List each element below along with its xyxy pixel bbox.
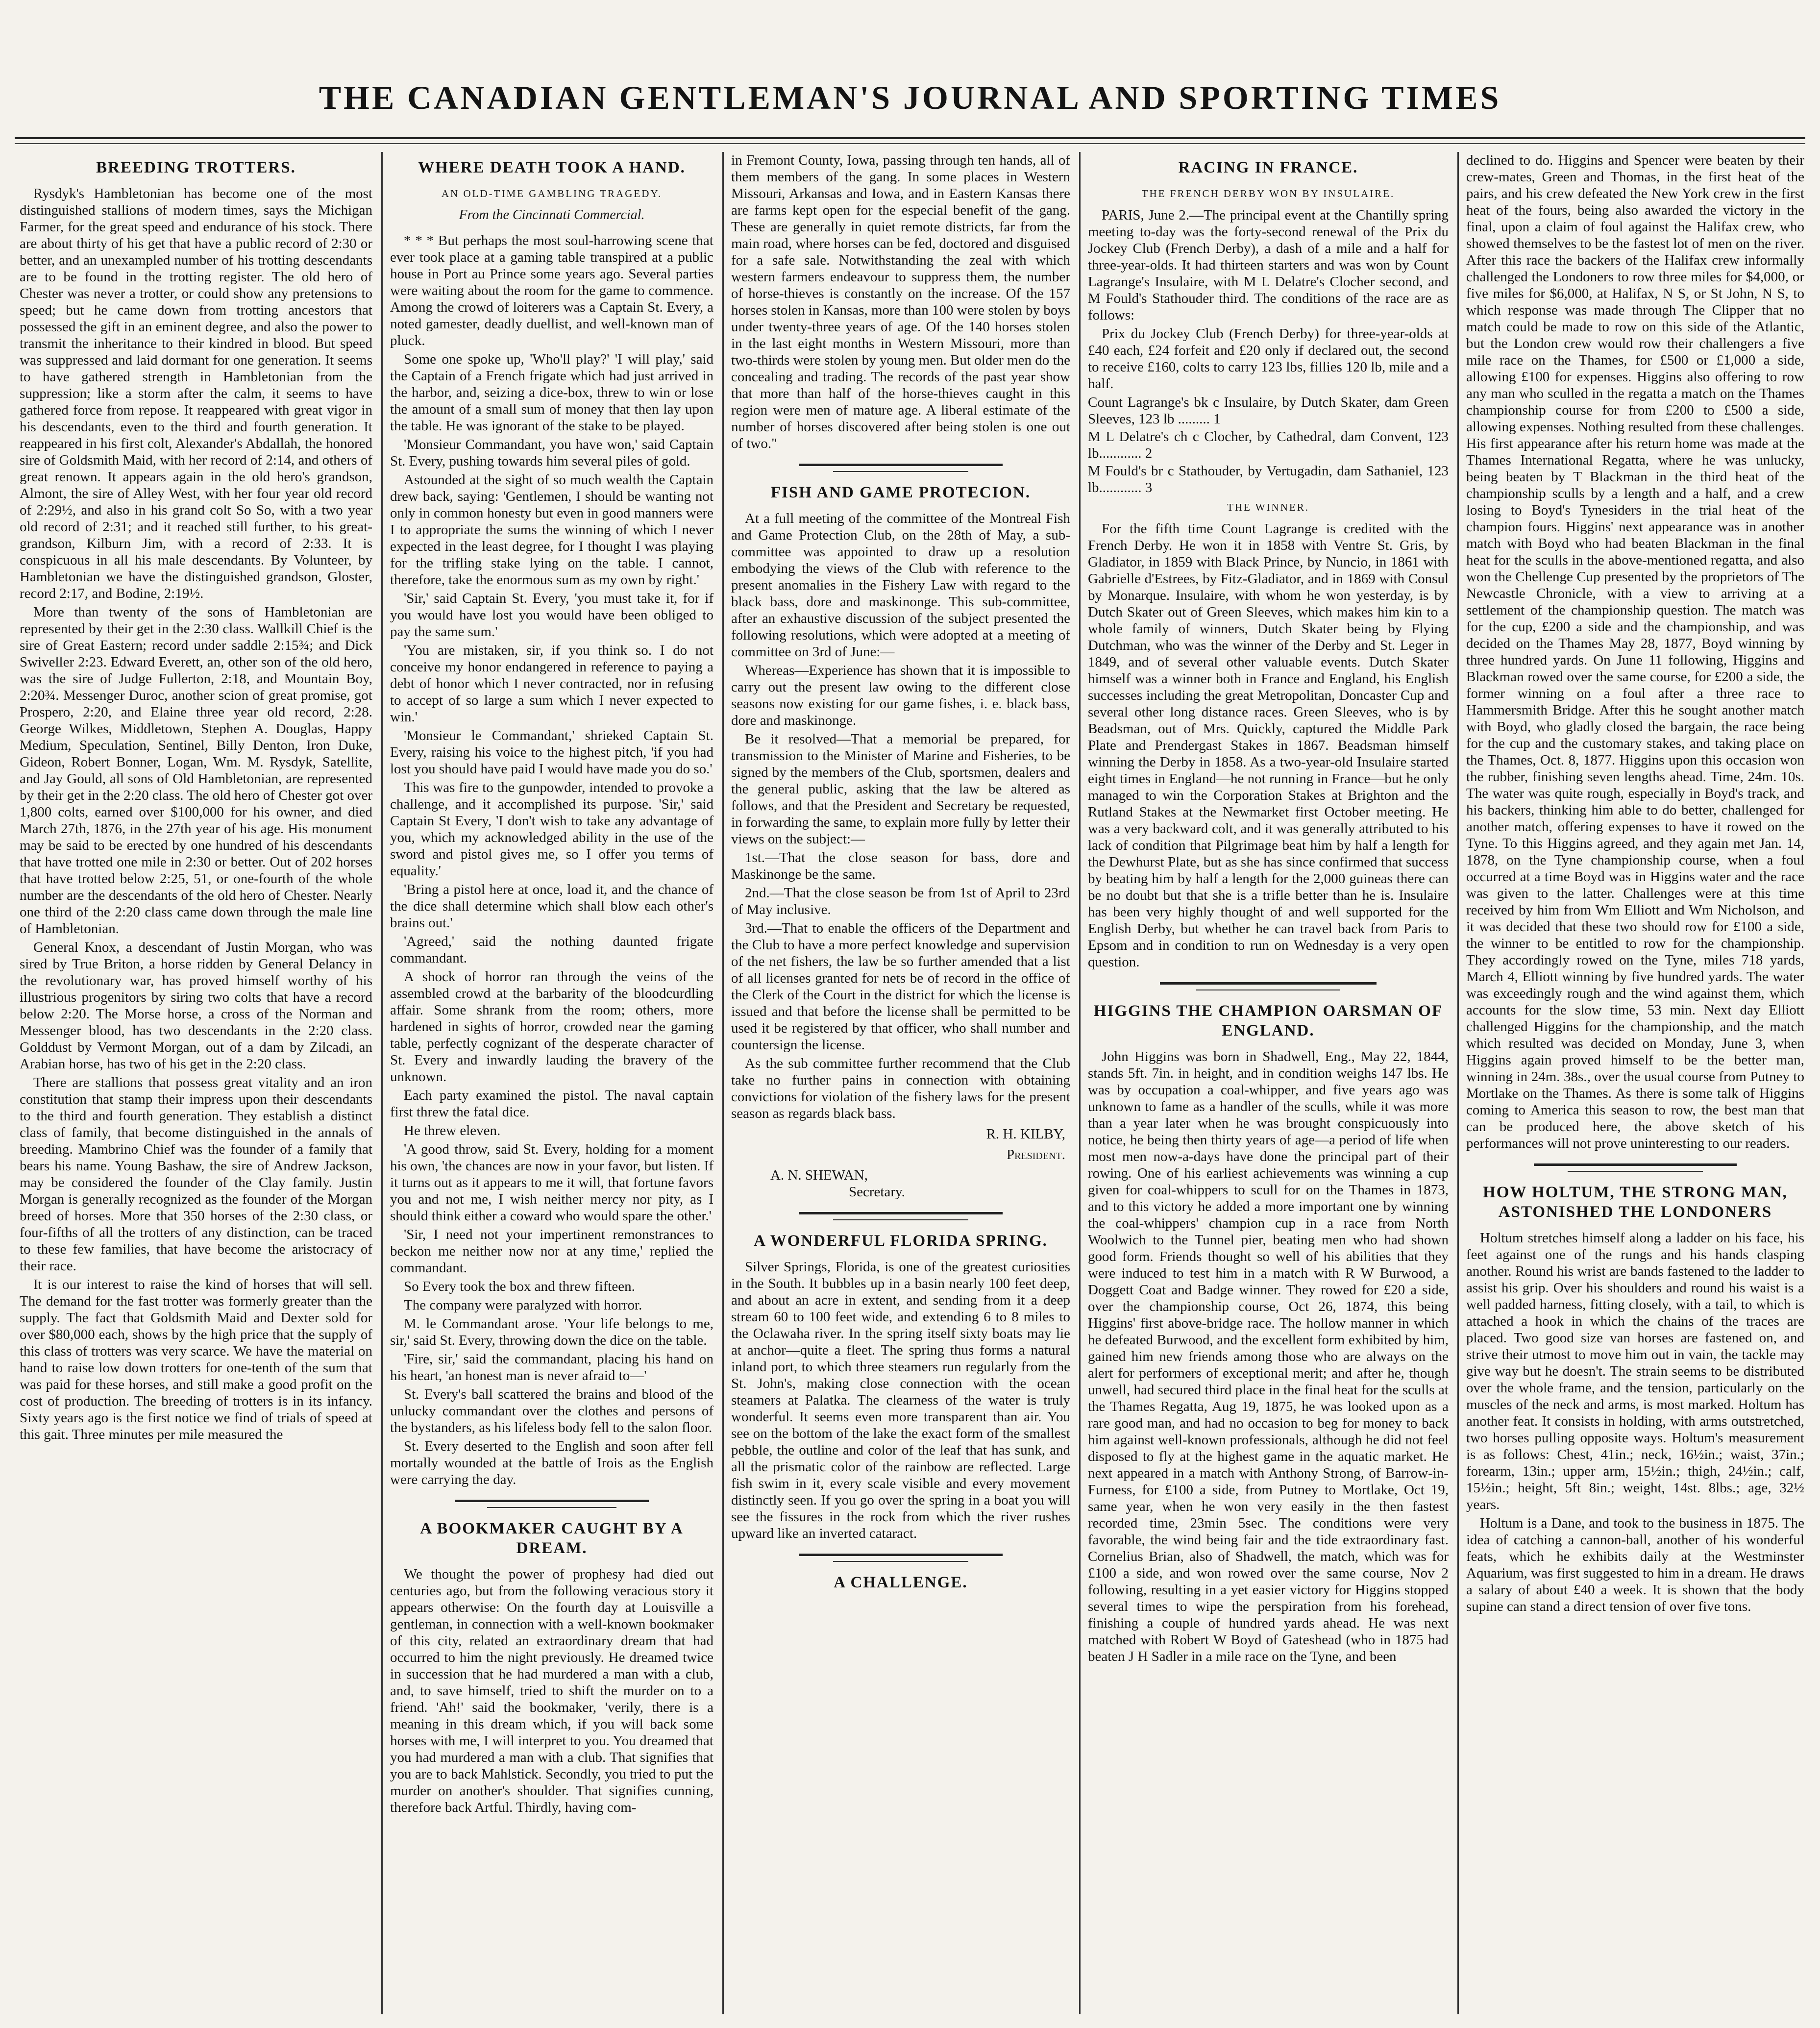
section-divider [455, 1500, 649, 1502]
race-result: M Fould's br c Stathouder, by Vertugadin, dam Sathaniel, 123 lb............ 3 [1088, 463, 1449, 495]
paragraph: 'Sir,' said Captain St. Every, 'you must take it, for if you would have lost you would have been obliged to pay the same sum.' [390, 591, 713, 640]
race-result: Count Lagrange's bk c Insulaire, by Dutch Skater, dam Green Sleeves, 123 lb ......... 1 [1088, 395, 1449, 427]
paragraph: 1st.—That the close season for bass, dore and Maskinonge be the same. [731, 850, 1070, 882]
paragraph: in Fremont County, Iowa, passing through ten hands, all of them members of the gang. In some places in Western Missouri, Arkansas and Iowa, and in Eastern Kansas there are farms kept open for the especial benefit of the gang. These are generally in quiet remote districts, far from the main road, where horses can be fed, doctored and disguised for a safe sale. Notwithstanding the zeal with which western farmers endeavour to suppress them, the number of horse-thieves is constantly on the increase. Of the 157 horses stolen in Kansas, more than 100 were stolen by boys under twenty-three years of age. Of the 140 horses stolen in the last eight months in Western Missouri, more than two-thirds were stolen by young men. But older men do the concealing and trading. The records of the past year show that more than half of the horse-thieves caught in this region were men of mature age. A liberal estimate of the number of horses discovered after being stolen is one out of two." [731, 152, 1070, 451]
column-rule [1457, 152, 1459, 2014]
section-divider-thin [833, 1219, 969, 1220]
article-title: FISH AND GAME PROTECION. [770, 484, 1031, 501]
paragraph: Be it resolved—That a memorial be prepared, for transmission to the Minister of Marine and Fisheries, to be signed by the members of the Club, sportsmen, dealers and the general public, asking that the law be altered as follows, and that the President and Secretary be requested, in forwarding the same, to explain more fully by letter their views on the subject:— [731, 731, 1070, 847]
signature-name: A. N. SHEWAN, [770, 1167, 868, 1183]
section-divider [799, 464, 1002, 466]
paragraph: A shock of horror ran through the veins of the assembled crowd at the barbarity of the bloodcurdling affair. Some shrank from the room; others, more hardened in sights of horror, crowded near the gaming table, perfectly cognizant of the desperate character of St. Every and inwardly lauding the bravery of the unknown. [390, 969, 713, 1085]
paragraph: M. le Commandant arose. 'Your life belongs to me, sir,' said St. Every, throwing down the dice on the table. [390, 1316, 713, 1348]
section-divider-thin [833, 471, 969, 472]
column-3 [731, 152, 1070, 2014]
paragraph: Holtum stretches himself along a ladder on his face, his feet against one of the rungs and his hands clasping another. Round his wrist are bands fastened to the ladder to assist his grip. Over his shoulders and round his waist is a well padded harness, fitting closely, with a tail, to which is attached a hook in which the chains of the traces are placed. Two good size van horses are fastened on, and strive their utmost to move him out in vain, the tackle may give way but he doesn't. The strain seems to be distributed over the whole frame, and the tension, particularly on the muscles of the neck and arms, is most marked. Holtum has another feat. It consists in holding, with arms outstretched, two horses pulling opposite ways. Holtum's measurement is as follows: Chest, 41in.; neck, 16½in.; waist, 37in.; forearm, 13in.; upper arm, 15½in.; thigh, 24½in.; calf, 15½in.; height, 5ft 8in.; weight, 14st. 8lbs.; age, 32½ years. [1466, 1230, 1804, 1512]
paragraph: Some one spoke up, 'Who'll play?' 'I will play,' said the Captain of a French frigate which had just arrived in the harbor, and, seizing a dice-box, threw to win or lose the amount of a small sum of money that then lay upon the table. He was ignorant of the stake to be played. [390, 351, 713, 434]
section-divider [799, 1554, 1002, 1556]
paragraph: Prix du Jockey Club (French Derby) for three-year-olds at £40 each, £24 forfeit and £20 only if declared out, the second to receive £160, colts to carry 123 lbs, fillies 120 lb, mile and a half. [1088, 326, 1449, 392]
paragraph: 'You are mistaken, sir, if you think so. I do not conceive my honor endangered in reference to paying a debt of honor which I never contracted, nor in refusing to accept of so large a sum which I never expected to win.' [390, 643, 713, 725]
article-title: A WONDERFUL FLORIDA SPRING. [754, 1232, 1048, 1250]
paragraph: 'Monsieur le Commandant,' shrieked Captain St. Every, raising his voice to the highest pitch, 'if you had lost you should have paid I would have made you do so.' [390, 728, 713, 777]
paragraph: St. Every deserted to the English and soon after fell mortally wounded at the battle of Irois as the English were carrying the day. [390, 1438, 713, 1487]
paragraph: Whereas—Experience has shown that it is impossible to carry out the present law owing to the different close seasons now existing for our game fishes, i. e. black bass, dore and maskinonge. [731, 663, 1070, 728]
paragraph: Each party examined the pistol. The naval captain first threw the fatal dice. [390, 1088, 713, 1120]
paragraph: 'A good throw, said St. Every, holding for a moment his own, 'the chances are now in your favor, but listen. If it turns out as it appears to me it will, that fortune favors you and not me, I wish neither mercy nor pity, as I should think either a coward who would spare the other.' [390, 1141, 713, 1224]
section-subhead: THE WINNER. [1227, 501, 1309, 513]
column-rule [1079, 152, 1081, 2014]
paragraph: There are stallions that possess great vitality and an iron constitution that stamp their impress upon their descendants to the third and fourth generation. They establish a distinct class of family, that become distinguished in the annals of breeding. Mambrino Chief was the founder of a family that bears his name. Young Bashaw, the sire of Andrew Jackson, may be considered the founder of the Clay family. Justin Morgan is generally recognized as the founder of the Morgan breed of horses. More that 350 horses of the 2:30 class, or four-fifths of all the trotters of any distinction, can be traced to these few families, that have become the aristocracy of their race. [20, 1075, 372, 1274]
signature-name: R. H. KILBY, [986, 1126, 1065, 1142]
paragraph: For the fifth time Count Lagrange is credited with the French Derby. He won it in 1858 with Ventre St. Gris, by Gladiator, in 1859 with Black Prince, by Nuncio, in 1861 with Gabrielle d'Estrees, by Fitz-Gladiator, and in 1869 with Consul by Monarque. Insulaire, with whom he won yesterday, is by Dutch Skater out of Green Sleeves, which makes him kin to a whole family of winners, Dutch Skater being by Flying Dutchman, who was the winner of the Derby and St. Leger in 1849, and of several other valuable events. Dutch Skater himself was a winner both in France and England, his English successes including the great Metropolitan, Doncaster Cup and several other long distance races. Green Sleeves, who is by Beadsman, out of Mrs. Quickly, captured the Middle Park Plate and Prendergast Stakes in 1867. Beadsman himself winning the Derby in 1858. As a two-year-old Insulaire started eight times in England—he not running in France—but he only managed to win the Corporation Stakes at Brighton and the Rutland Stakes at the Newmarket first October meeting. He was a very backward colt, and it was generally attributed to his lack of condition that Pilgrimage beat him by half a length for the Dewhurst Plate, but as she has since confirmed that success by beating him by half a length for the 2,000 guineas there can be no doubt but that she is a trifle better than he is. Insulaire has been very highly thought of and well supported for the English Derby, but whether he can travel back from Paris to Epsom and in condition to run on Wednesday is a very open question. [1088, 521, 1449, 970]
section-divider [1160, 982, 1377, 985]
article-title: RACING IN FRANCE. [1178, 159, 1358, 176]
section-divider-thin [487, 1507, 616, 1508]
paragraph: St. Every's ball scattered the brains and blood of the unlucky commandant over the clothes and persons of the bystanders, as his lifeless body fell to the salon floor. [390, 1386, 713, 1435]
paragraph: This was fire to the gunpowder, intended to provoke a challenge, and it accomplished its purpose. 'Sir,' said Captain St Every, 'I don't wish to take any advantage of you, which my acknowledged ability in the use of the sword and pistol gives me, so I offer you terms of equality.' [390, 780, 713, 879]
section-divider-thin [833, 1561, 969, 1562]
article-source: From the Cincinnati Commercial. [459, 207, 645, 223]
paragraph: John Higgins was born in Shadwell, Eng., May 22, 1844, stands 5ft. 7in. in height, and in condition weighs 147 lbs. He was by occupation a coal-whipper, and five years ago was unknown to fame as a handler of the sculls, while it was more than a year later when he was brought conspicuously into notice, he being then thirty years of age—a period of life when most men now-a-days have done the principal part of their rowing. One of his earliest achievements was winning a cup given for coal-whippers to scull for on the Thames in 1873, and to this victory he added a more important one by winning the coal-whippers' champion cup in a race from North Woolwich to the Tunnel pier, beating men who had shown good form. Friends thought so well of his abilities that they were induced to test him in a match with R W Burwood, a Doggett Coat and Badge winner. They rowed for £20 a side, over the championship course, Oct 26, 1874, this being Higgins' first above-bridge race. The hollow manner in which he defeated Burwood, and the excellent form exhibited by him, gained him new friends among those who are always on the alert for performers of exceptional merit; and after he, though unwell, had secured third place in the final heat for the sculls at the Thames Regatta, Aug 19, 1875, he was looked upon as a rare good man, and had no occasion to beg for money to back him against well-known professionals, although he did not feel disposed to fly at the highest game in the aquatic market. He next appeared in a match with Anthony Strong, of Barrow-in-Furness, for £100 a side, from Putney to Mortlake, Oct 19, same year, when he won very easily in the then fastest recorded time, 23min 5sec. The conditions were very favorable, the wind being fair and the tide extraordinary fast. Cornelius Brian, also of Shadwell, the match, which was for £100 a side, and won rowed over the same course, Nov 2 following, resulting in a yet easier victory for Higgins stopped several times to wipe the perspiration from his forehead, finishing a couple of hundred yards ahead. He was next matched with Robert W Boyd of Gateshead (who in 1875 had beaten J H Sadler in a mile race on the Tyne, and been [1088, 1049, 1449, 1664]
masthead: THE CANADIAN GENTLEMAN'S JOURNAL AND SPORTING TIMES [319, 79, 1501, 116]
masthead-rule [15, 137, 1805, 139]
paragraph: The company were paralyzed with horror. [404, 1297, 642, 1313]
article-title: WHERE DEATH TOOK A HAND. [418, 159, 686, 176]
paragraph: Astounded at the sight of so much wealth the Captain drew back, saying: 'Gentlemen, I should be wanting not only in common honesty but even in good manners were I to appropriate the sums the winning of which I never expected in the least degree, for I thought I was playing for the trifling stake lying on the table. I cannot, therefore, take the enormous sum as my own by right.' [390, 472, 713, 588]
paragraph: More than twenty of the sons of Hambletonian are represented by their get in the 2:30 class. Wallkill Chief is the sire of Great Eastern; record under saddle 2:15¾; and Dick Swiveller 2:23. Edward Everett, an, other son of the old hero, was the sire of Judge Fullerton, 2:18, and Mountain Boy, 2:20¾. Messenger Duroc, another scion of great promise, got Prospero, 2:20, and Elaine three year old record, 2:28. George Wilkes, Middletown, Stephen A. Douglas, Happy Medium, Speculation, Sentinel, Billy Denton, Iron Duke, Gideon, Robert Bonner, Logan, Wm. M. Rysdyk, Satellite, and Jay Gould, all sons of Old Hambletonian, are represented by their get in the 2:20 class. The old hero of Chester got over 1,800 colts, earned over $100,000 for his owner, and died March 27th, 1876, in the 27th year of his age. His monument may be said to be erected by one hundred of his descendants that have trotted one mile in 2:30 or better. Out of 202 horses that have trotted below 2:25, 51, or one-fourth of the whole number are the descendants of the old hero of Chester. Nearly one third of the 2:20 class came down through the male line of Hambletonian. [20, 604, 372, 937]
masthead-rule-thin [15, 143, 1805, 144]
paragraph: General Knox, a descendant of Justin Morgan, who was sired by True Briton, a horse ridden by General Delancy in the revolutionary war, has proved himself worthy of his illustrious progenitors by siring two colts that have a record below 2:20. The Morse horse, a cross of the Norman and Messenger blood, has two descendants in the 2:20 class. Golddust by Vermont Morgan, out of a dam by Zilcadi, an Arabian horse, has two of his get in the 2:20 class. [20, 940, 372, 1072]
paragraph: 2nd.—That the close season be from 1st of April to 23rd of May inclusive. [731, 885, 1070, 917]
section-divider-thin [1196, 989, 1340, 990]
paragraph: 'Sir, I need not your impertinent remonstrances to beckon me neither now nor at any time,' replied the commandant. [390, 1227, 713, 1276]
section-divider [799, 1212, 1002, 1214]
column-1 [20, 152, 372, 2014]
paragraph: 'Bring a pistol here at once, load it, and the chance of the dice shall determine which shall blow each other's brains out.' [390, 882, 713, 931]
section-divider-thin [1568, 1171, 1703, 1172]
paragraph: So Every took the box and threw fifteen. [404, 1279, 635, 1294]
paragraph: Silver Springs, Florida, is one of the greatest curiosities in the South. It bubbles up in a basin nearly 100 feet deep, and about an acre in extent, and sending from it a deep stream 60 to 100 feet wide, and extending 6 to 8 miles to the Oclawaha river. In the spring itself sixty boats may lie at anchor—quite a fleet. The spring thus forms a natural inland port, to which three steamers run regularly from the St. John's, making close connection with the ocean steamers at Palatka. The clearness of the water is truly wonderful. It seems even more transparent than air. You see on the bottom of the lake the exact form of the smallest pebble, the outline and color of the leaf that has sunk, and all the prismatic color of the rainbow are reflected. Large fish swim in it, every scale visible and every movement distinctly seen. If you go over the spring in a boat you will see the fissures in the rock from which the river rushes upward like an inverted cataract. [731, 1259, 1070, 1541]
paragraph: PARIS, June 2.—The principal event at the Chantilly spring meeting to-day was the forty-second renewal of the Prix du Jockey Club (French Derby), a dash of a mile and a half for three-year-olds. It had thirteen starters and was won by Count Lagrange's Insulaire, with M L Delatre's Clocher second, and M Fould's Stathouder third. The conditions of the race are as follows: [1088, 207, 1449, 323]
article-title: HIGGINS THE CHAMPION OARSMAN OF ENGLAND. [1093, 1002, 1443, 1039]
column-rule [722, 152, 724, 2014]
paragraph: 'Agreed,' said the nothing daunted frigate commandant. [390, 934, 713, 966]
paragraph: * * * But perhaps the most soul-harrowing scene that ever took place at a gaming table transpired at a public house in Port au Prince some years ago. Several parties were waiting about the room for the game to commence. Among the crowd of loiterers was a Captain St. Every, a noted gamester, deadly duellist, and well-known man of pluck. [390, 233, 713, 348]
article-subtitle: THE FRENCH DERBY WON BY INSULAIRE. [1141, 188, 1395, 199]
paragraph: At a full meeting of the committee of the Montreal Fish and Game Protection Club, on the 28th of May, a sub-committee was appointed to draw up a resolution embodying the views of the Club with reference to the present anomalies in the Fishery Law with regard to the black bass, dore and maskinonge. This sub-committee, after an exhaustive discussion of the subject presented the following resolutions, which were adopted at a meeting of committee on 3rd of June:— [731, 511, 1070, 660]
signature-title: Secretary. [849, 1184, 905, 1200]
signature-title: President. [1006, 1147, 1065, 1162]
paragraph: He threw eleven. [404, 1123, 501, 1138]
paragraph: declined to do. Higgins and Spencer were beaten by their crew-mates, Green and Thomas, in the first heat of the pairs, and his crew defeated the New York crew in the first heat of the fours, being also awarded the victory in the final, upon a claim of foul against the Halifax crew, who showed themselves to be the fastest lot of men on the river. After this race the backers of the Halifax crew informally challenged the Londoners to row three miles for $4,000, or five miles for $6,000, at Halifax, N S, or St John, N S, to which response was made through The Clipper that no match could be made to row on this side of the Atlantic, but the London crew would row their challengers a five mile race on the Thames, for £500 or £1,000 a side, allowing £100 for expenses. Higgins also offering to row any man who sculled in the regatta a match on the Thames championship course for from £200 to £500 a side, allowing expenses. Nothing resulted from these challenges. His first appearance after his return home was made at the Thames International Regatta, where he was unlucky, being beaten by T Blackman in the third heat of the championship sculls by a length and a half, and a crew losing to Boyd's Tynesiders in the trial heat of the champion fours. Higgins' next appearance was in another match with Boyd who had beaten Blackman in the final heat for the sculls in the above-mentioned regatta, and also won the Chellenge Cup presented by the proprietors of The Newcastle Chronicle, with a view to arriving at a settlement of the championship question. The match was for the cup, £200 a side and the championship, and was decided on the Thames May 28, 1877, Boyd winning by three hundred yards. On June 11 following, Higgins and Blackman rowed over the same course, for £200 a side, the former winning on a foul after a three race to Hammersmith Bridge. After this he sought another match with Boyd, who gladly closed the bargain, the race being for the cup and the customary stakes, and taking place on the Thames, Oct. 8, 1877. Higgins upon this occasion won the rubber, finishing seven lengths ahead. Time, 24m. 10s. The water was quite rough, especially in Boyd's track, and his backers, thinking him able to do better, challenged for another match, offering expenses to have it rowed on the Tyne. To this Higgins agreed, and they again met Jan. 14, 1878, on the Tyne championship course, when a foul occurred at a time Boyd was in Higgins water and the race was given to the latter. Challenges were at this time received by him from Wm Elliott and Wm Nicholson, and it was decided that these two should row for £100 a side, the winner to be entitled to row for the championship. They accordingly rowed on the Tyne, miles 718 yards, March 4, Elliott winning by five hundred yards. The water was exceedingly rough and the wind against them, which accounts for the slow time, 53 min. Next day Elliott challenged Higgins for the championship, and the match which resulted was decided on Monday, June 3, when Higgins again proved himself to be the better man, winning in 24m. 38s., over the usual course from Putney to Mortlake on the Thames. As there is some talk of Higgins coming to America this season to row, the best man that can be produced here, the above sketch of his performances will not prove uninteresting to our readers. [1466, 152, 1804, 1151]
paragraph: As the sub committee further recommend that the Club take no further pains in connection with obtaining convictions for violation of the fishery laws for the present season as regards black bass. [731, 1056, 1070, 1121]
paragraph: Rysdyk's Hambletonian has become one of the most distinguished stallions of modern times, says the Michigan Farmer, for the great speed and endurance of his stock. There are about thirty of his get that have a public record of 2:30 or better, and an unexampled number of his trotting descendants are to be found in the trotting register. The old hero of Chester was never a trotter, or could show any pretensions to speed; but he came down from trotting ancestors that possessed the gift in an eminent degree, and also the power to transmit the inheritance to their kindred in blood. But speed was suppressed and laid dormant for one generation. It seems to have gathered strength in Hambletonian from the suppression; like a storm after the calm, it seems to have gathered force from repose. It reappeared with great vigor in his descendants, even to the third and fourth generation. It reappeared in his first colt, Alexander's Abdallah, the honored sire of Goldsmith Maid, with her record of 2:14, and others of great renown. It appears again in the old hero's grandson, Almont, the sire of Alley West, with her four year old record of 2:29½, and also in his grand colt So So, with a two year old record of 2:31; and it reached still further, to his great-grandson, Kilburn Jim, with a record of 2:33. It is conspicuous in all his male descendants. By Volunteer, by Hambletonian we have the distinguished grandson, Gloster, record 2:17, and Bodine, 2:19½. [20, 186, 372, 601]
article-title: A BOOKMAKER CAUGHT BY A DREAM. [420, 1520, 684, 1557]
paragraph: Holtum is a Dane, and took to the business in 1875. The idea of catching a cannon-ball, another of his wonderful feats, which he exhibits daily at the Westminster Aquarium, was first suggested to him in a dream. He draws a salary of about £40 a week. It is shown that the body supine can stand a direct tension of over five tons. [1466, 1515, 1804, 1614]
paragraph: 'Monsieur Commandant, you have won,' said Captain St. Every, pushing towards him several piles of gold. [390, 437, 713, 469]
column-2 [390, 152, 713, 2014]
paragraph: We thought the power of prophesy had died out centuries ago, but from the following veracious story it appears otherwise: On the fourth day at Louisville a gentleman, in connection with a well-known bookmaker of this city, related an extraordinary dream that had occurred to him the night previously. He dreamed twice in succession that he had murdered a man with a club, and, to save himself, tried to shift the murder on to a friend. 'Ah!' said the bookmaker, 'verily, there is a meaning in this dream which, if you will back some horses with me, I will interpret to you. You dreamed that you had murdered a man with a club. That signifies that you are to back Mahlstick. Secondly, you tried to put the murder on another's shoulder. That signifies cunning, therefore back Artful. Thirdly, having com- [390, 1566, 713, 1815]
column-4 [1088, 152, 1449, 2014]
column-5 [1466, 152, 1804, 2014]
section-divider [1534, 1163, 1737, 1166]
article-title: BREEDING TROTTERS. [96, 159, 296, 176]
article-subtitle: AN OLD-TIME GAMBLING TRAGEDY. [441, 188, 663, 199]
article-title: A CHALLENGE. [834, 1574, 968, 1591]
article-title: HOW HOLTUM, THE STRONG MAN, ASTONISHED THE LONDONERS [1483, 1184, 1788, 1221]
paragraph: 3rd.—That to enable the officers of the Department and the Club to have a more perfect knowledge and supervision of the net fishers, the law be so further amended that a list of all licenses granted for nets be of record in the office of the Clerk of the Court in the district for which the license is issued and that before the license shall be permitted to be used it be registered by that officer, who shall number and countersign the license. [731, 920, 1070, 1053]
paragraph: 'Fire, sir,' said the commandant, placing his hand on his heart, 'an honest man is never afraid to—' [390, 1351, 713, 1384]
paragraph: It is our interest to raise the kind of horses that will sell. The demand for the fast trotter was formerly greater than the supply. The fact that Goldsmith Maid and Dexter sold for over $80,000 each, shows by the high price that the supply of this class of trotters was very scarce. We have the material on hand to raise low down trotters for one-tenth of the sum that was paid for these horses, and still make a good profit on the cost of production. The breeding of trotters is in its infancy. Sixty years ago is the first notice we find of trials of speed at this gait. Three minutes per mile measured the [20, 1277, 372, 1442]
race-result: M L Delatre's ch c Clocher, by Cathedral, dam Convent, 123 lb............ 2 [1088, 429, 1449, 461]
column-rule [381, 152, 383, 2014]
